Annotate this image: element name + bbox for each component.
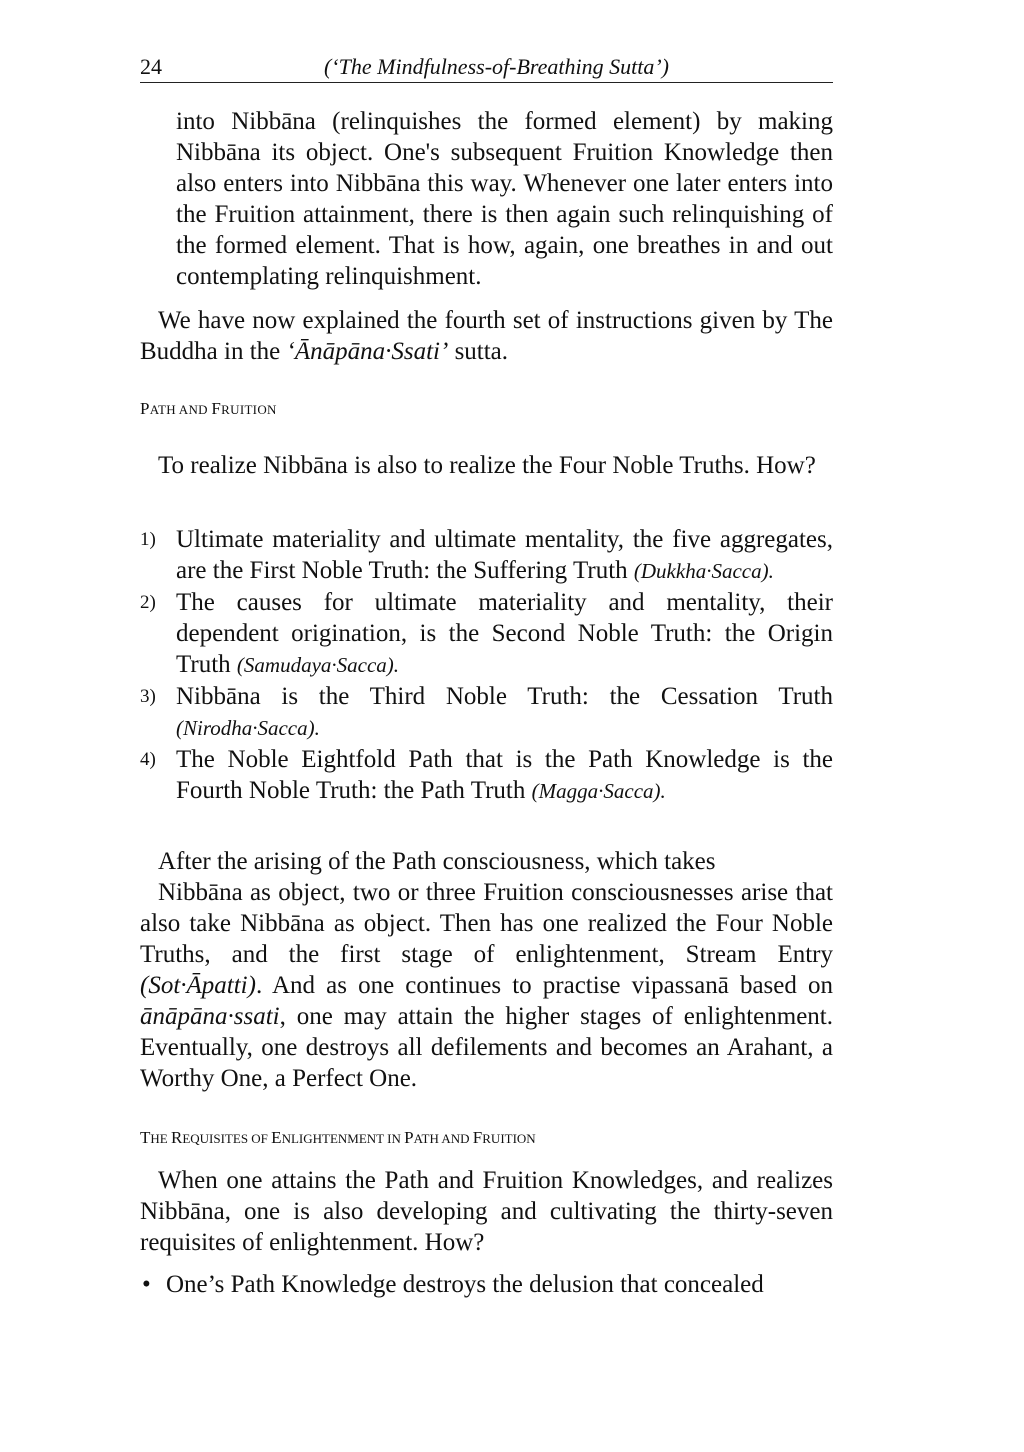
running-title: (‘The Mindfulness-of-Breathing Sutta’) (323, 54, 670, 79)
paragraph-stream-entry: After the arising of the Path consciousness, which takes Nibbāna as object, two or three Fruition consciousnesses arise that also take Nibbāna as object. Then has one realized the Four Noble Truths, and the first stage of enlightenment, Stream Entry (Sot·Āpatti). And as one continues to practise vipassanā based on ānāpāna·ssati, one may attain the higher stages of enlightenment. Eventually, one destroys all defilements and becomes an Arahant, a Worthy One, a Perfect One. (140, 848, 833, 1092)
section-heading-path-and-fruition: PATH AND FRUITION (140, 399, 277, 418)
paragraph-fourth-set: We have now explained the fourth set of instructions given by The Buddha in the ‘Ānāpāna·Ssati’ sutta. (140, 307, 833, 365)
noble-truths-list (140, 524, 833, 807)
list-number: 4) (140, 749, 156, 770)
paragraph-relinquishment: into Nibbāna (relinquishes the formed element) by making Nibbāna its object. One's subsequent Fruition Knowledge then also enters into Nibbāna this way. Whenever one later enters into the Fruition attainment, there is then again such relinquishing of the formed element. That is how, again, one breathes in and out contemplating relinquishment. (176, 108, 833, 290)
list-number: 3) (140, 686, 156, 707)
section-heading-requisites: THE REQUISITES OF ENLIGHTENMENT IN PATH AND FRUITION (140, 1128, 536, 1147)
list-item: 1) Ultimate materiality and ultimate mentality, the five aggregates, are the First Noble Truth: the Suffering Truth (Dukkha·Sacca). (140, 526, 833, 584)
list-item: 2) The causes for ultimate materiality and mentality, their dependent origination, is the Second Noble Truth: the Origin Truth (Samudaya·Sacca). (140, 589, 833, 678)
bullet-item: • One’s Path Knowledge destroys the delusion that concealed (142, 1271, 764, 1298)
list-number: 1) (140, 529, 156, 550)
page-header (140, 52, 833, 83)
paragraph-four-noble-truths: To realize Nibbāna is also to realize the Four Noble Truths. How? (158, 452, 816, 479)
paragraph-requisites: When one attains the Path and Fruition Knowledges, and realizes Nibbāna, one is also developing and cultivating the thirty-seven requisites of enlightenment. How? (140, 1167, 833, 1256)
page-number: 24 (140, 54, 162, 79)
list-number: 2) (140, 592, 156, 613)
list-item: 3) Nibbāna is the Third Noble Truth: the Cessation Truth (Nirodha·Sacca). (140, 683, 833, 740)
bullet-symbol: • (142, 1271, 151, 1298)
list-item: 4) The Noble Eightfold Path that is the Path Knowledge is the Fourth Noble Truth: the Path Truth (Magga·Sacca). (140, 746, 833, 804)
